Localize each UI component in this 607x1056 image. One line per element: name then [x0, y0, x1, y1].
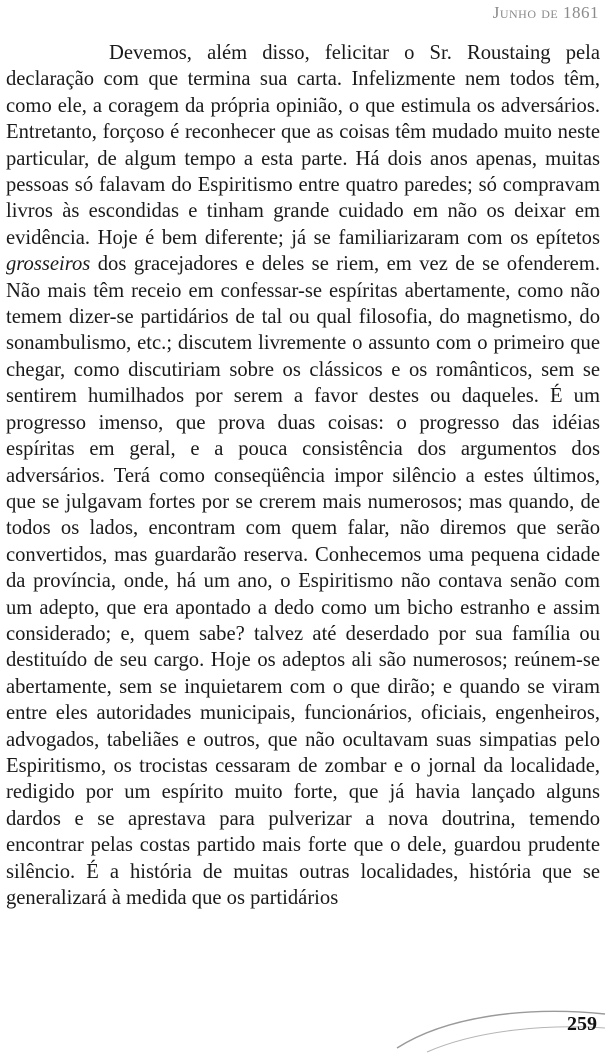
body-text — [6, 40, 600, 911]
paragraph-text-end: dos gracejadores e deles se riem, em vez de se ofenderem. Não mais têm receio em confessar-se espíritas abertamente, como não temem dizer-se partidários de tal ou qual filosofia, do magnetismo, do sonambulismo, etc.; discutem livremente o assunto com o primeiro que chegar, como discutiriam sobre os clássicos e os românticos, sem se sentirem humilhados por serem a favor destes ou daqueles. É um progresso imenso, que prova duas coisas: o progresso das idéias espíritas em geral, e a pouca consistência dos argumentos dos adversários. Terá como conseqüência impor silêncio a estes últimos, que se julgavam fortes por se crerem mais numerosos; mas quando, de todos os lados, encontram com quem falar, não diremos que serão convertidos, mas guardarão reserva. Conhecemos uma pequena cidade da província, onde, há um ano, o Espiritismo não contava senão com um adepto, que era apontado a dedo como um bicho estranho e assim considerado; e, quem sabe? talvez até deserdado por sua família ou destituído de seu cargo. Hoje os adeptos ali são numerosos; reúnem-se abertamente, sem se inquietarem com o que dirão; e quando se viram entre eles autoridades municipais, funcionários, oficiais, engenheiros, advogados, tabeliães e outros, que não ocultavam suas simpatias pelo Espiritismo, os trocistas cessaram de zombar e o jornal da localidade, redigido por um espírito muito forte, que já havia lançado alguns dardos e se aprestava para pulverizar a nova doutrina, temendo encontrar pelas costas partido mais forte que o dele, guardou prudente silêncio. É a história de muitas outras localidades, história que se generalizará à medida que os partidários — [6, 253, 600, 909]
page-number: 259 — [567, 1013, 597, 1035]
paragraph — [6, 40, 600, 911]
emphasized-word: grosseiros — [6, 253, 91, 276]
running-header: Junho de 1861 — [492, 3, 599, 22]
paragraph-text-start: Devemos, além disso, felicitar o Sr. Roustaing pela declaração com que termina sua carta. Infelizmente nem todos têm, como ele, a coragem da própria opinião, o que estimula os adversários. Entretanto, forçoso é reconhecer que as coisas têm mudado muito neste particular, de algum tempo a esta parte. Há dois anos apenas, muitas pessoas só falavam do Espiritismo entre quatro paredes; só compravam livros às escondidas e tinham grande cuidado em não os deixar em evidência. Hoje é bem diferente; já se familiarizaram com os epítetos — [6, 42, 600, 249]
